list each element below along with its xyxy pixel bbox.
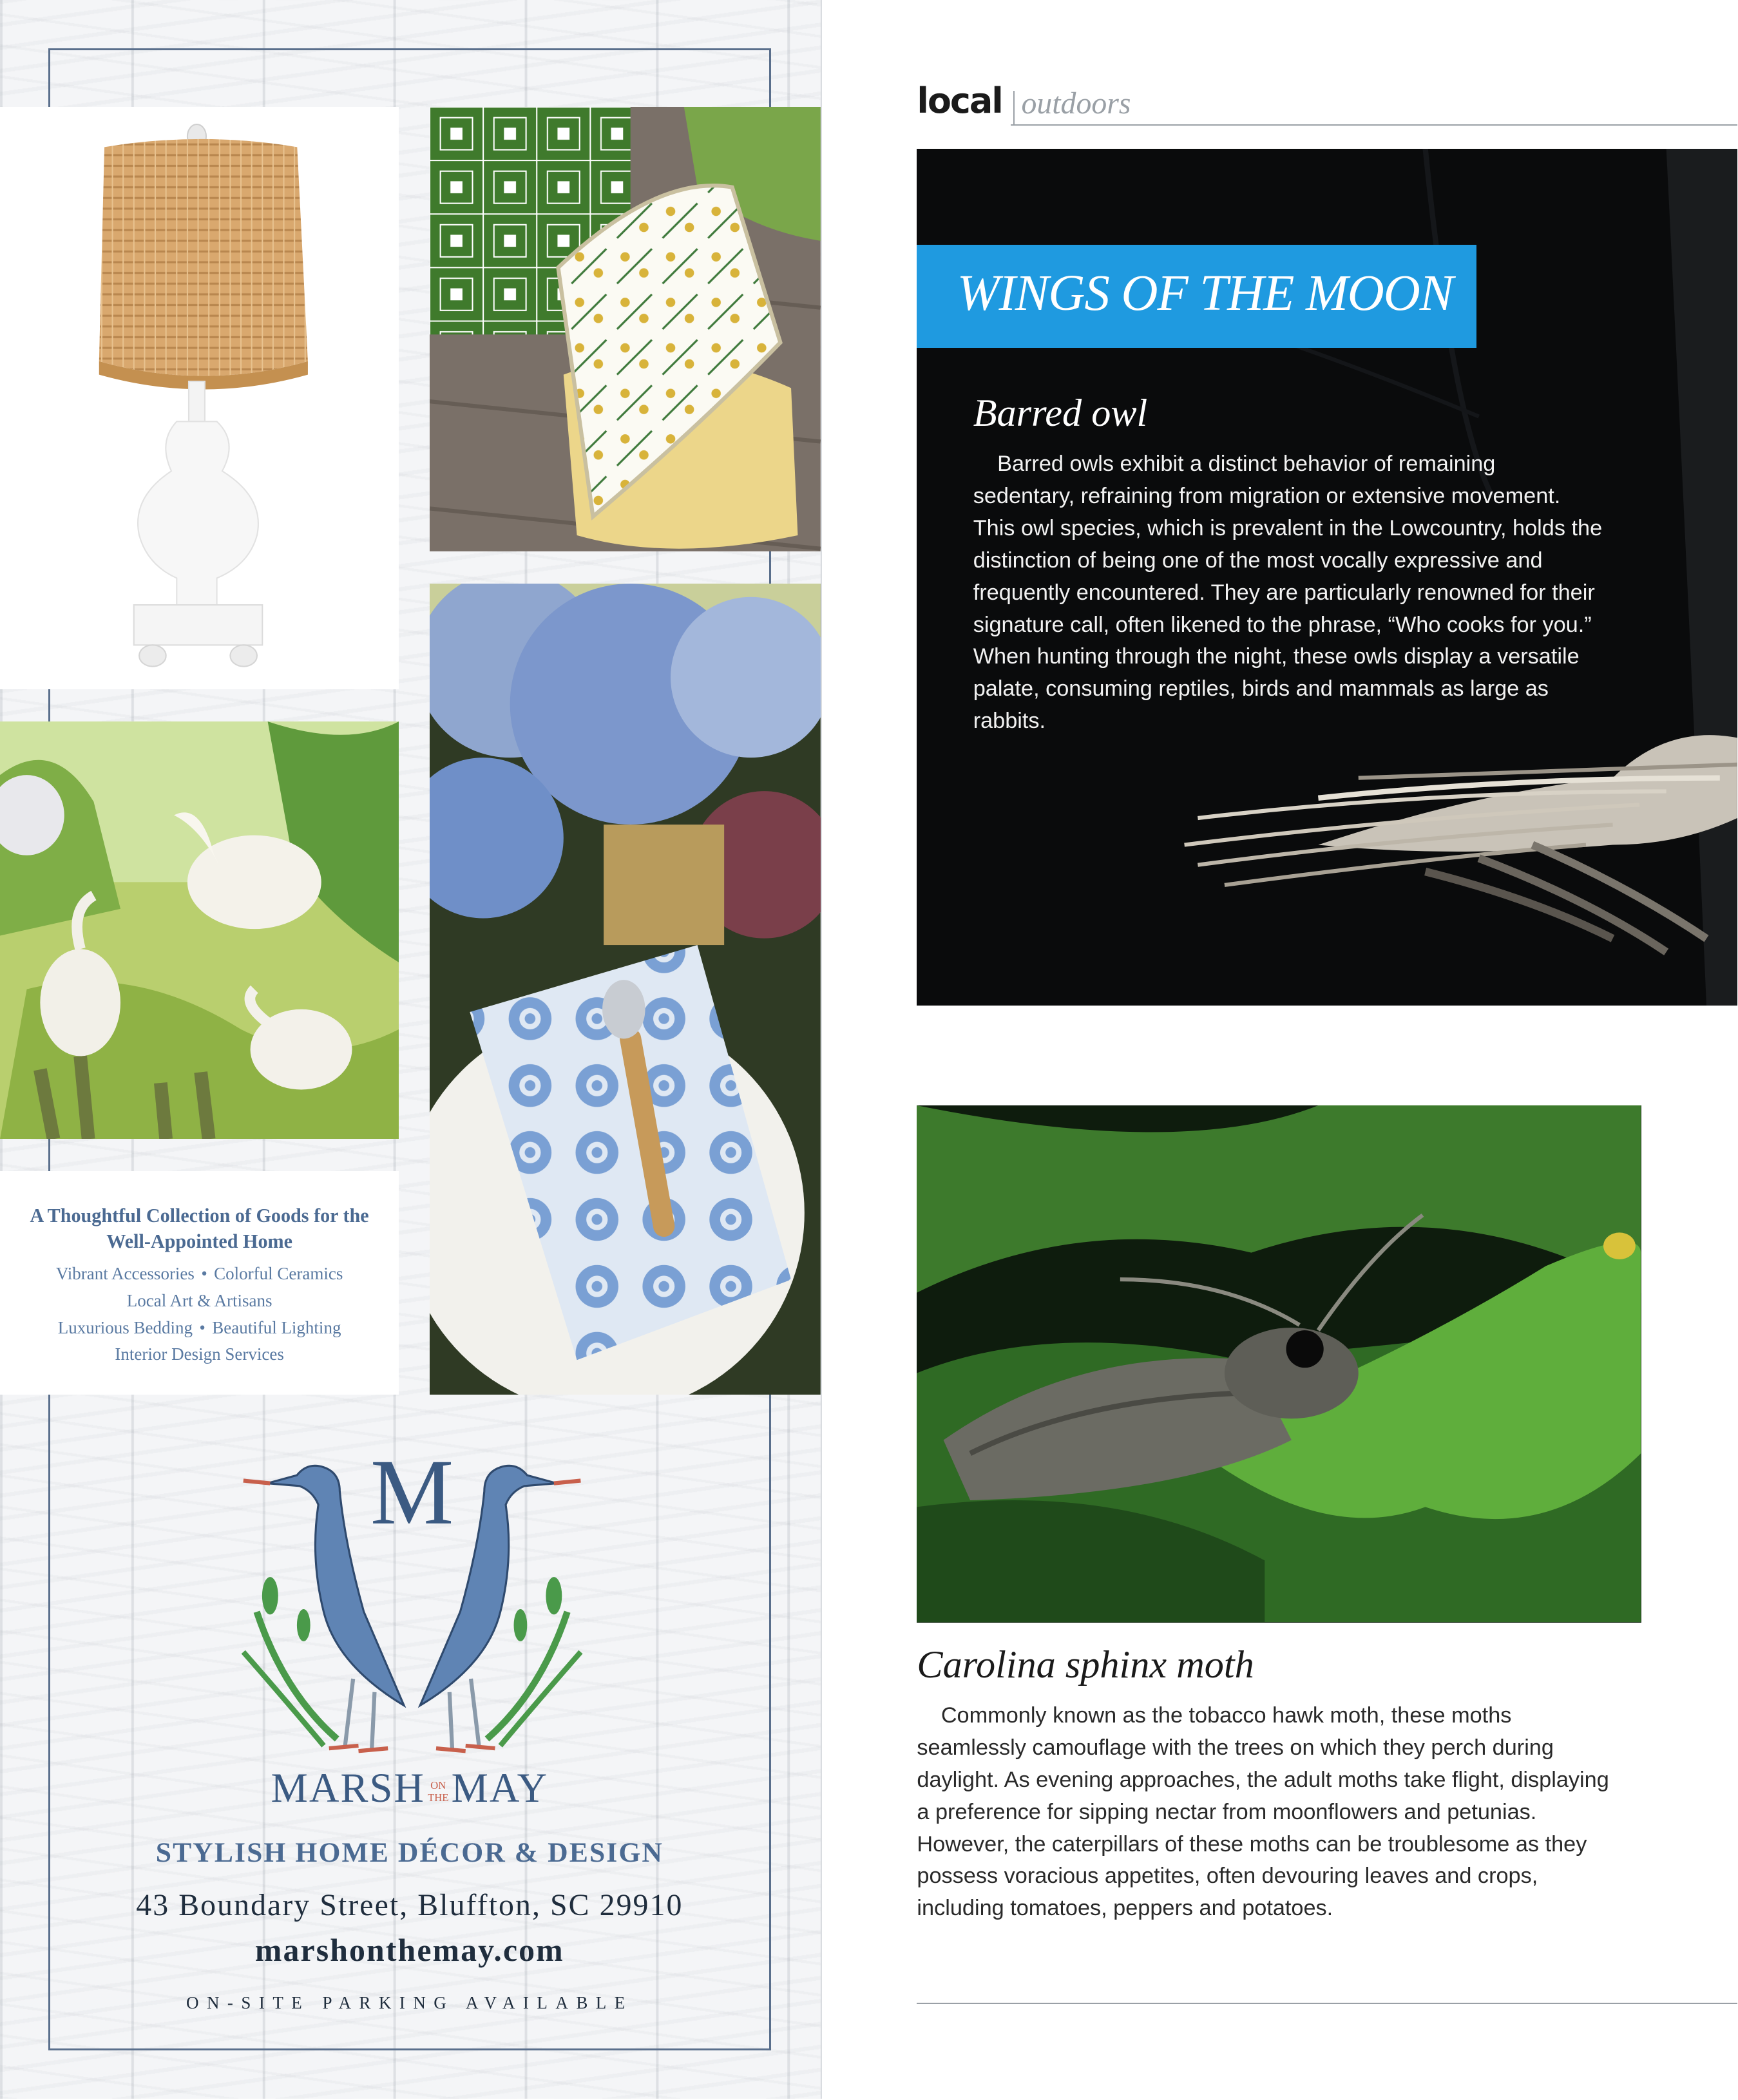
article-title: WINGS OF THE MOON <box>957 265 1453 322</box>
header-divider <box>1013 91 1015 126</box>
heron-monogram-logo <box>230 1438 594 1767</box>
brand-name <box>48 1764 771 1812</box>
moth-body-text: Commonly known as the tobacco hawk moth, these moths seamlessly camouflage with the trees on which they perch during daylight. As evening approaches, the adult moths take flight, displaying a preference for sipping nectar from moonflowers and petunias. However, the caterpillars of these moths can be troublesome as they possess voracious appetites, often devouring leaves and crops, including tomatoes, peppers and potatoes. <box>917 1703 1609 1921</box>
hydrangea-table-photo <box>430 584 821 1395</box>
separator-dot: • <box>201 1264 207 1284</box>
brand-name-connector: ON THE <box>428 1779 449 1804</box>
service-item: Vibrant Accessories <box>55 1264 195 1284</box>
store-address: 43 Boundary Street, Bluffton, SC 29910 <box>136 1887 683 1922</box>
section-header <box>917 81 1737 129</box>
section-name: outdoors <box>1021 86 1131 120</box>
lamp-photo <box>0 107 399 689</box>
ad-tagline-card <box>0 1171 399 1395</box>
service-item: Beautiful Lighting <box>212 1317 341 1337</box>
separator-dot: • <box>199 1317 205 1337</box>
pillows-photo <box>430 107 821 551</box>
moth-heading: Carolina sphinx moth <box>917 1643 1254 1686</box>
owl-body-text: Barred owls exhibit a distinct behavior of remaining sedentary, refraining from migration or extensive movement. This owl species, which is prevalent in the Lowcountry, holds the distinction of being one of the most vocally expressive and frequently encountered. They are particularly renowned for their signature call, often likened to the phrase, “Who cooks for you.” When hunting through the night, these owls display a versatile palate, consuming reptiles, birds and mammals as large as rabbits. <box>973 452 1603 734</box>
service-item: Colorful Ceramics <box>214 1264 343 1284</box>
ad-services-list <box>0 1261 399 1368</box>
ad-tagline-title: A Thoughtful Collection of Goods for the Well-Appointed Home <box>30 1205 369 1252</box>
store-website: marshonthemay.com <box>254 1932 564 1968</box>
moth-photo <box>917 1105 1641 1622</box>
advertisement <box>0 0 821 2099</box>
monogram-letter: M <box>370 1440 454 1544</box>
service-item: Local Art & Artisans <box>126 1291 272 1311</box>
header-rule <box>1011 124 1737 126</box>
article-title-box <box>917 245 1476 348</box>
publication-name: local <box>917 80 1002 121</box>
bottom-rule <box>917 2003 1737 2004</box>
owl-heading: Barred owl <box>973 391 1148 435</box>
brand-name-left: MARSH <box>271 1764 425 1811</box>
brand-name-right: MAY <box>451 1764 549 1811</box>
service-item: Luxurious Bedding <box>57 1317 193 1337</box>
service-item: Interior Design Services <box>115 1344 284 1364</box>
brand-subtitle: STYLISH HOME DÉCOR & DESIGN <box>155 1837 664 1869</box>
egret-painting <box>0 721 399 1139</box>
page-gutter <box>821 0 822 2099</box>
parking-note: ON-SITE PARKING AVAILABLE <box>186 1993 633 2013</box>
